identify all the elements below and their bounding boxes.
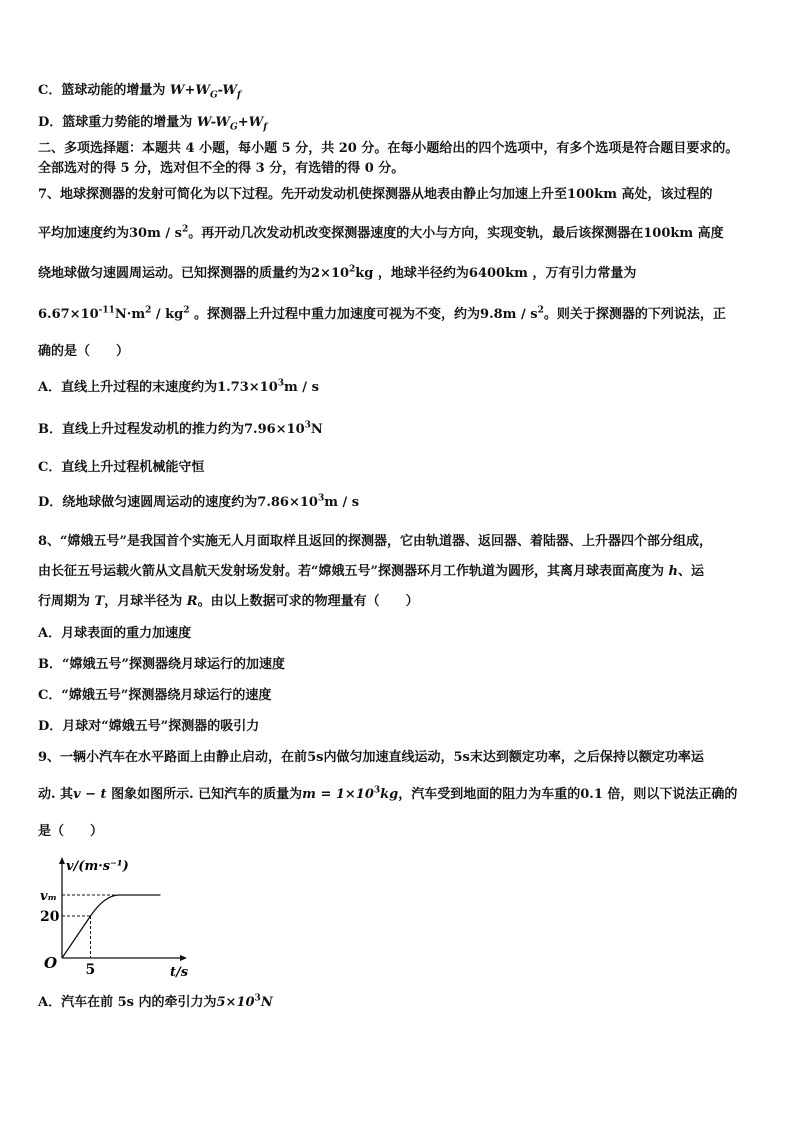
q7-number: 7、 [38,187,61,202]
q6-option-d: D．篮球重力势能的增量为 $W-W_G+W_f$ [38,115,268,133]
q8-line2: 由长征五号运载火箭从文昌航天发射场发射。若“嫦娥五号”探测器环月工作轨道为圆形，其离月球表面高度为 h、运 [38,564,704,579]
y-axis-arrow [59,857,65,864]
q7-option-c: C．直线上升过程机械能守恒 [38,460,205,475]
x-axis-label: t/s [170,965,189,980]
q7-option-a: A．直线上升过程的末速度约为$1.73\times 10^3m / s$ [38,378,319,395]
q9-option-a: A．汽车在前 5s 内的牵引力为$5\times 10^3N$ [38,993,273,1010]
q6-option-c: C．篮球动能的增量为 $W+W_G-W_f$ [38,83,241,101]
q8-option-c: C．“嫦娥五号”探测器绕月球运行的速度 [38,688,272,703]
q9-number: 9、 [38,750,61,765]
series-line [62,895,160,958]
y-tick-20: 20 [40,909,60,925]
section-2-instructions-line1: 二、多项选择题：本题共 4 小题，每小题 5 分，共 20 分。在每小题给出的四个选项中，有多个选项是符合题目要求的。 [38,141,739,156]
q7-option-d: D．绕地球做匀速圆周运动的速度约为$7.86\times 10^3m / s$ [38,493,360,510]
y-tick-vm: vₘ [40,889,58,904]
x-axis-arrow [180,955,187,961]
q7-line4: $6.67\times 10^{-11}N\cdot m^2 / kg^2$ 。探测器上升过程中重力加速度可视为不变，约为$9.8m / s^2$。则关于探测器的下列说法，正 [38,305,726,322]
q8-option-d: D．月球对“嫦娥五号”探测器的吸引力 [38,719,260,734]
q8-option-a: A．月球表面的重力加速度 [38,626,192,641]
q7-line1: 7、地球探测器的发射可简化为以下过程。先开动发动机使探测器从地表由静止匀加速上升至100km 高处，该过程的 [38,187,713,202]
q9-line3: 是（ ） [38,824,104,839]
q7-line5: 确的是（ ） [38,344,130,359]
x-tick-5: 5 [85,962,96,978]
q8-number: 8、 [38,534,61,549]
q9-line1: 9、一辆小汽车在水平路面上由静止启动，在前5s内做匀加速直线运动，5s末达到额定功率，之后保持以额定功率运 [38,750,704,765]
q8-line1: 8、“嫦娥五号”是我国首个实施无人月面取样且返回的探测器，它由轨道器、返回器、着陆器、上升器四个部分组成， [38,534,713,549]
y-axis-label: v/(m·s⁻¹) [66,859,129,874]
q8-line3: 行周期为 T，月球半径为 R。由以上数据可求的物理量有（ ） [38,594,419,609]
vt-graph [30,852,210,982]
q8-option-b: B．“嫦娥五号”探测器绕月球运行的加速度 [38,657,285,672]
section-2-instructions-line2: 全部选对的得 5 分，选对但不全的得 3 分，有选错的得 0 分。 [38,161,405,176]
origin-label: O [44,954,58,972]
q9-line2: 动. 其v − t 图象如图所示. 已知汽车的质量为$m = 1\times 10^3kg$，汽车受到地面的阻力为车重的0.1 倍，则以下说法正确的 [38,785,738,802]
q7-option-b: B．直线上升过程发动机的推力约为$7.96\times 10^3N$ [38,420,323,437]
q7-line2: 平均加速度约为$30m / s^2$。再开动几次发动机改变探测器速度的大小与方向，实现变轨，最后该探测器在100km 高度 [38,224,724,241]
q7-line3: 绕地球做匀速圆周运动。已知探测器的质量约为$2\times 10^2kg$ ，地球半径约为6400km ，万有引力常量为 [38,264,637,281]
